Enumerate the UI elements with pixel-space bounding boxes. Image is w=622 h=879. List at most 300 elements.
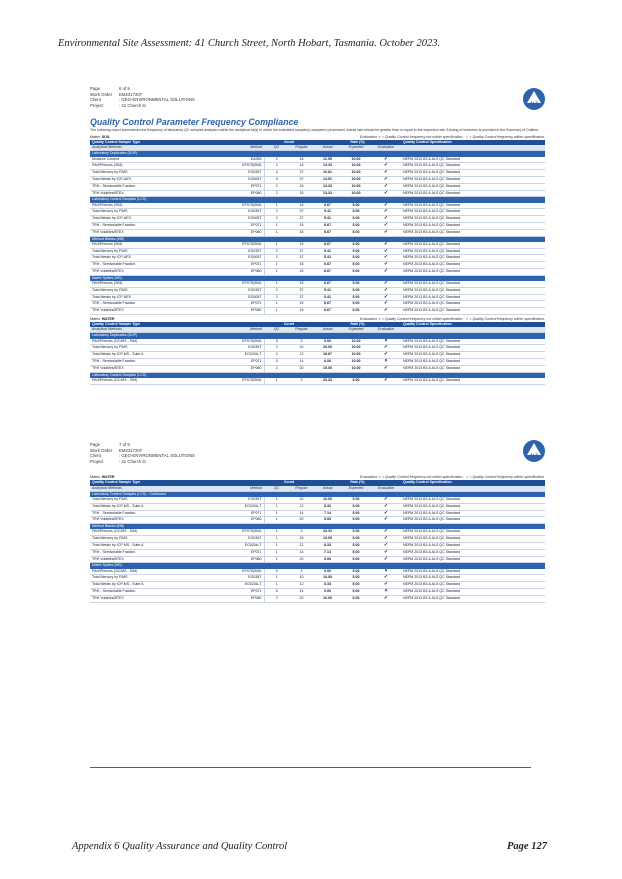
- actual-rate: 5.41: [314, 255, 341, 262]
- method-code: EP071: [218, 262, 264, 269]
- meta-client-value: : GEO-ENVIRONMENTAL SOLUTIONS: [119, 453, 195, 459]
- actual-rate: 33.33: [314, 529, 341, 535]
- expected-rate: 5.00: [341, 262, 371, 269]
- table-row: [90, 190, 545, 197]
- section-title: Method Blanks (MB): [90, 524, 545, 530]
- actual-rate: 6.67: [314, 222, 341, 229]
- evaluation-mark: ✓: [371, 542, 401, 549]
- analytical-method: Total Mercury by FIMS: [90, 497, 218, 503]
- subheader-cell: Evaluation: [371, 145, 401, 151]
- als-logo: [523, 88, 545, 110]
- analytical-method: PAH/Phenols (SIM): [90, 203, 218, 209]
- page-title: Quality Control Parameter Frequency Compliance: [90, 117, 299, 128]
- header-cell: Count: [264, 480, 314, 485]
- method-code: EP071: [218, 549, 264, 556]
- regular-count: 15: [289, 222, 314, 229]
- table-row: [90, 262, 545, 269]
- expected-rate: 10.00: [341, 339, 371, 345]
- table-row: [90, 352, 545, 359]
- method-code: EP075(SIM): [218, 203, 264, 209]
- table-row: [90, 358, 545, 365]
- page-meta: [90, 442, 545, 464]
- table-row: [90, 549, 545, 556]
- evaluation-mark: ✓: [371, 170, 401, 177]
- expected-rate: 5.00: [341, 378, 371, 384]
- regular-count: 12: [289, 582, 314, 589]
- method-code: EG035T: [218, 497, 264, 503]
- regular-count: 15: [289, 183, 314, 190]
- document-footer-page-number: Page 127: [507, 841, 547, 852]
- regular-count: 37: [289, 209, 314, 216]
- method-code: EP080: [218, 556, 264, 563]
- evaluation-mark: ✓: [371, 549, 401, 556]
- matrix-name: WATER: [101, 316, 115, 321]
- table-row: [90, 183, 545, 190]
- expected-rate: 5.00: [341, 242, 371, 248]
- meta-project-label: Project: [90, 102, 104, 108]
- evaluation-mark: ✓: [371, 176, 401, 183]
- expected-rate: 5.00: [341, 503, 371, 510]
- evaluation-mark: ×: [371, 569, 401, 575]
- qc-count: 1: [264, 229, 289, 236]
- qc-specification: NEPM 2013 B3 & ALS QC Standard: [401, 255, 545, 262]
- expected-rate: 5.00: [341, 582, 371, 589]
- regular-count: 20: [289, 365, 314, 372]
- expected-rate: 10.00: [341, 190, 371, 197]
- method-code: EP075(SIM): [218, 378, 264, 384]
- analytical-method: PAH/Phenols (SIM): [90, 242, 218, 248]
- actual-rate: 0.00: [314, 339, 341, 345]
- analytical-method: Total Metals by ICP-MS - Suite A: [90, 582, 218, 589]
- actual-rate: 10.00: [314, 575, 341, 582]
- qc-count: 1: [264, 503, 289, 510]
- table-row: [90, 268, 545, 275]
- qc-specification: NEPM 2013 B3 & ALS QC Standard: [401, 352, 545, 359]
- method-code: EP071: [218, 358, 264, 365]
- expected-rate: 5.00: [341, 588, 371, 595]
- evaluation-legend: Evaluation: × = Quality Control frequency not within specification ; ✓ = Quality Control frequency within specification.: [359, 475, 545, 480]
- evaluation-mark: ×: [371, 588, 401, 595]
- analytical-method: TRH - Semivolatile Fraction: [90, 549, 218, 556]
- qc-specification: NEPM 2013 B3 & ALS QC Standard: [401, 569, 545, 575]
- analytical-method: TRH - Semivolatile Fraction: [90, 301, 218, 308]
- analytical-method: TRH - Semivolatile Fraction: [90, 183, 218, 190]
- table-row: [90, 378, 545, 384]
- table-row: [90, 294, 545, 301]
- header-cell: Quality Control Specification: [401, 322, 545, 327]
- evaluation-mark: ✓: [371, 503, 401, 510]
- meta-work-order-value: EM2317207: [119, 91, 143, 97]
- subheader-cell: Regular: [289, 145, 314, 151]
- qc-count: 1: [264, 575, 289, 582]
- regular-count: 20: [289, 517, 314, 524]
- qc-count: 2: [264, 345, 289, 352]
- actual-rate: 13.33: [314, 183, 341, 190]
- evaluation-mark: ✓: [371, 268, 401, 275]
- actual-rate: 5.41: [314, 216, 341, 223]
- method-code: EP080: [218, 595, 264, 602]
- regular-count: 15: [289, 281, 314, 287]
- qc-frequency-table: [90, 322, 545, 385]
- regular-count: 14: [289, 358, 314, 365]
- subheader-cell: Expected: [341, 327, 371, 333]
- qc-count: 0: [264, 358, 289, 365]
- actual-rate: 16.67: [314, 352, 341, 359]
- method-code: EP075(SIM): [218, 339, 264, 345]
- evaluation-mark: ✓: [371, 163, 401, 170]
- meta-page-label: Page: [90, 442, 101, 447]
- matrix-prefix: Matrix:: [90, 316, 101, 321]
- method-code: EG035T: [218, 287, 264, 294]
- expected-rate: 10.00: [341, 170, 371, 177]
- document-footer-left: Appendix 6 Quality Assurance and Quality Control: [72, 841, 288, 852]
- subheader-cell: QC: [264, 327, 289, 333]
- qc-count: 1: [264, 301, 289, 308]
- actual-rate: 0.00: [314, 569, 341, 575]
- analytical-method: Total Mercury by FIMS: [90, 287, 218, 294]
- qc-specification: NEPM 2013 B3 & ALS QC Standard: [401, 216, 545, 223]
- qc-specification: NEPM 2013 B3 & ALS QC Standard: [401, 262, 545, 269]
- matrix-name: WATER: [101, 475, 115, 480]
- qc-count: 1: [264, 517, 289, 524]
- method-code: EP071: [218, 588, 264, 595]
- subheader-cell: Method: [218, 486, 264, 492]
- subheader-cell: QC: [264, 486, 289, 492]
- meta-project-label: Project: [90, 458, 104, 464]
- expected-rate: 5.00: [341, 549, 371, 556]
- actual-rate: 0.00: [314, 588, 341, 595]
- evaluation-mark: ✓: [371, 378, 401, 384]
- qc-count: 2: [264, 209, 289, 216]
- analytical-method: Total Metals by ICP-AES: [90, 176, 218, 183]
- regular-count: 37: [289, 176, 314, 183]
- subheader-cell: Regular: [289, 327, 314, 333]
- expected-rate: 5.00: [341, 209, 371, 216]
- method-code: EP071: [218, 301, 264, 308]
- actual-rate: 5.41: [314, 248, 341, 255]
- method-code: EG035T: [218, 170, 264, 177]
- method-code: EA055: [218, 157, 264, 163]
- regular-count: 15: [289, 242, 314, 248]
- expected-rate: 5.00: [341, 536, 371, 543]
- actual-rate: 5.00: [314, 556, 341, 563]
- qc-count: 1: [264, 242, 289, 248]
- actual-rate: 5.41: [314, 209, 341, 216]
- qc-count: 0: [264, 569, 289, 575]
- expected-rate: 5.00: [341, 287, 371, 294]
- actual-rate: 6.67: [314, 301, 341, 308]
- section-title: Laboratory Control Samples (LCS): [90, 197, 545, 203]
- regular-count: 37: [289, 216, 314, 223]
- actual-rate: 10.00: [314, 497, 341, 503]
- header-cell: Quality Control Sample Type: [90, 140, 264, 145]
- qc-count: 1: [264, 262, 289, 269]
- analytical-method: Total Mercury by FIMS: [90, 209, 218, 216]
- evaluation-mark: ✓: [371, 556, 401, 563]
- qc-specification: NEPM 2013 B3 & ALS QC Standard: [401, 209, 545, 216]
- regular-count: 15: [289, 268, 314, 275]
- method-code: EP075(SIM): [218, 569, 264, 575]
- method-code: EP080: [218, 190, 264, 197]
- table-row: [90, 503, 545, 510]
- analytical-method: Total Metals by ICP-AES: [90, 216, 218, 223]
- actual-rate: 33.33: [314, 378, 341, 384]
- meta-client-label: Client: [90, 97, 101, 103]
- method-code: EP071: [218, 183, 264, 190]
- actual-rate: 6.67: [314, 203, 341, 209]
- qc-specification: NEPM 2013 B3 & ALS QC Standard: [401, 582, 545, 589]
- subheader-cell: Expected: [341, 145, 371, 151]
- analytical-method: Total Metals by ICP-MS - Suite A: [90, 503, 218, 510]
- table-row: [90, 517, 545, 524]
- method-code: EP071: [218, 222, 264, 229]
- subheader-cell: Analytical Methods: [90, 145, 218, 151]
- qc-specification: NEPM 2013 B3 & ALS QC Standard: [401, 281, 545, 287]
- actual-rate: 13.33: [314, 163, 341, 170]
- expected-rate: 5.00: [341, 575, 371, 582]
- actual-rate: 13.51: [314, 176, 341, 183]
- regular-count: 12: [289, 542, 314, 549]
- evaluation-mark: ✓: [371, 345, 401, 352]
- regular-count: 15: [289, 262, 314, 269]
- qc-specification: NEPM 2013 B3 & ALS QC Standard: [401, 301, 545, 308]
- analytical-method: TRH Volatiles/BTEX: [90, 268, 218, 275]
- regular-count: 37: [289, 170, 314, 177]
- regular-count: 10: [289, 345, 314, 352]
- regular-count: 37: [289, 294, 314, 301]
- table-row: [90, 365, 545, 372]
- expected-rate: 5.00: [341, 301, 371, 308]
- analytical-method: Total Mercury by FIMS: [90, 575, 218, 582]
- matrix-prefix: Matrix:: [90, 475, 101, 480]
- table-row: [90, 163, 545, 170]
- expected-rate: 5.00: [341, 556, 371, 563]
- qc-count: 1: [264, 203, 289, 209]
- expected-rate: 10.00: [341, 345, 371, 352]
- qc-count: 2: [264, 287, 289, 294]
- meta-work-order-value: EM2317207: [119, 447, 143, 453]
- method-code: EG035T: [218, 209, 264, 216]
- table-row: [90, 229, 545, 236]
- page-meta: [90, 86, 545, 108]
- evaluation-mark: ✓: [371, 497, 401, 503]
- method-code: EG020A-T: [218, 503, 264, 510]
- table-row: [90, 595, 545, 602]
- table-row: [90, 575, 545, 582]
- expected-rate: 5.00: [341, 595, 371, 602]
- analytical-method: TRH Volatiles/BTEX: [90, 308, 218, 315]
- qc-count: 1: [264, 549, 289, 556]
- section-title: Laboratory Control Samples (LCS): [90, 372, 545, 378]
- actual-rate: 5.41: [314, 287, 341, 294]
- actual-rate: 5.41: [314, 294, 341, 301]
- qc-count: 1: [264, 378, 289, 384]
- table-row: [90, 588, 545, 595]
- expected-rate: 10.00: [341, 352, 371, 359]
- evaluation-mark: ✓: [371, 255, 401, 262]
- evaluation-mark: ✓: [371, 308, 401, 315]
- evaluation-mark: ✓: [371, 287, 401, 294]
- actual-rate: 6.67: [314, 268, 341, 275]
- qc-specification: NEPM 2013 B3 & ALS QC Standard: [401, 183, 545, 190]
- report-page-7: [90, 442, 545, 603]
- table-row: [90, 255, 545, 262]
- subheader-cell: Regular: [289, 486, 314, 492]
- subheader-cell: Expected: [341, 486, 371, 492]
- qc-count: 1: [264, 542, 289, 549]
- table-row: [90, 176, 545, 183]
- expected-rate: 5.00: [341, 308, 371, 315]
- subheader-cell: Evaluation: [371, 486, 401, 492]
- regular-count: 15: [289, 229, 314, 236]
- table-row: [90, 536, 545, 543]
- qc-count: 2: [264, 183, 289, 190]
- analytical-method: TRH Volatiles/BTEX: [90, 556, 218, 563]
- table-row: [90, 510, 545, 517]
- header-cell: Count: [264, 322, 314, 327]
- qc-specification: NEPM 2013 B3 & ALS QC Standard: [401, 378, 545, 384]
- analytical-method: TRH Volatiles/BTEX: [90, 190, 218, 197]
- qc-count: 1: [264, 308, 289, 315]
- qc-count: 2: [264, 190, 289, 197]
- qc-specification: NEPM 2013 B3 & ALS QC Standard: [401, 339, 545, 345]
- section-title: Laboratory Duplicates (DUP): [90, 333, 545, 339]
- actual-rate: 8.33: [314, 542, 341, 549]
- expected-rate: 5.00: [341, 255, 371, 262]
- qc-count: 1: [264, 510, 289, 517]
- actual-rate: 6.67: [314, 262, 341, 269]
- method-code: EG020A-T: [218, 542, 264, 549]
- regular-count: 37: [289, 255, 314, 262]
- method-code: EG035T: [218, 345, 264, 352]
- evaluation-mark: ✓: [371, 582, 401, 589]
- qc-specification: NEPM 2013 B3 & ALS QC Standard: [401, 536, 545, 543]
- expected-rate: 10.00: [341, 365, 371, 372]
- qc-specification: NEPM 2013 B3 & ALS QC Standard: [401, 365, 545, 372]
- evaluation-legend: Evaluation: × = Quality Control frequency not within specification ; ✓ = Quality Control frequency within specification.: [359, 316, 545, 321]
- method-code: EG020A-T: [218, 352, 264, 359]
- header-cell: Quality Control Specification: [401, 140, 545, 145]
- qc-count: 2: [264, 157, 289, 163]
- meta-work-order-label: Work Order: [90, 91, 113, 97]
- regular-count: 14: [289, 510, 314, 517]
- qc-count: 2: [264, 216, 289, 223]
- qc-specification: NEPM 2013 B3 & ALS QC Standard: [401, 595, 545, 602]
- regular-count: 3: [289, 569, 314, 575]
- evaluation-mark: ✓: [371, 301, 401, 308]
- qc-count: 1: [264, 529, 289, 535]
- analytical-method: TRH - Semivolatile Fraction: [90, 588, 218, 595]
- method-code: EP080: [218, 365, 264, 372]
- method-code: EP075(SIM): [218, 281, 264, 287]
- table-row: [90, 301, 545, 308]
- regular-count: 37: [289, 248, 314, 255]
- method-code: EP075(SIM): [218, 163, 264, 170]
- evaluation-mark: ✓: [371, 190, 401, 197]
- evaluation-mark: ✓: [371, 262, 401, 269]
- document-header: Environmental Site Assessment: 41 Church Street, North Hobart, Tasmania. October 2023.: [58, 38, 441, 49]
- evaluation-mark: ×: [371, 339, 401, 345]
- analytical-method: TRH - Semivolatile Fraction: [90, 358, 218, 365]
- qc-specification: NEPM 2013 B3 & ALS QC Standard: [401, 503, 545, 510]
- actual-rate: 13.33: [314, 190, 341, 197]
- evaluation-mark: ✓: [371, 222, 401, 229]
- qc-count: 1: [264, 556, 289, 563]
- evaluation-mark: ✓: [371, 352, 401, 359]
- matrix-name: SOIL: [101, 134, 111, 139]
- actual-rate: 6.67: [314, 308, 341, 315]
- table-row: [90, 170, 545, 177]
- evaluation-mark: ✓: [371, 365, 401, 372]
- subheader-cell: Actual: [314, 145, 341, 151]
- expected-rate: 5.00: [341, 222, 371, 229]
- actual-rate: 6.67: [314, 229, 341, 236]
- section-title: Laboratory Control Samples (LCS) - Continued: [90, 491, 545, 497]
- evaluation-mark: ✓: [371, 183, 401, 190]
- meta-page-value: 7 of 9: [119, 442, 130, 447]
- section-title: Matrix Spikes (MS): [90, 275, 545, 281]
- analytical-method: TRH Volatiles/BTEX: [90, 595, 218, 602]
- analytical-method: TRH Volatiles/BTEX: [90, 365, 218, 372]
- actual-rate: 10.81: [314, 170, 341, 177]
- evaluation-legend: Evaluation: × = Quality Control frequency not within specification ; ✓ = Quality Control frequency within specification.: [359, 134, 545, 139]
- expected-rate: 10.00: [341, 163, 371, 170]
- regular-count: 3: [289, 339, 314, 345]
- analytical-method: Total Mercury by FIMS: [90, 536, 218, 543]
- actual-rate: 12.50: [314, 157, 341, 163]
- expected-rate: 5.00: [341, 281, 371, 287]
- evaluation-mark: ✓: [371, 242, 401, 248]
- regular-count: 14: [289, 588, 314, 595]
- regular-count: 15: [289, 203, 314, 209]
- method-code: EP075(SIM): [218, 242, 264, 248]
- meta-work-order-label: Work Order: [90, 447, 113, 453]
- actual-rate: 6.67: [314, 281, 341, 287]
- qc-specification: NEPM 2013 B3 & ALS QC Standard: [401, 242, 545, 248]
- method-code: EG005T: [218, 294, 264, 301]
- qc-count: 5: [264, 176, 289, 183]
- actual-rate: 5.00: [314, 517, 341, 524]
- meta-project-value: : 41 Church st: [119, 102, 146, 108]
- qc-count: 2: [264, 255, 289, 262]
- qc-specification: NEPM 2013 B3 & ALS QC Standard: [401, 287, 545, 294]
- qc-specification: NEPM 2013 B3 & ALS QC Standard: [401, 157, 545, 163]
- qc-specification: NEPM 2013 B3 & ALS QC Standard: [401, 308, 545, 315]
- subheader-cell: Method: [218, 327, 264, 333]
- als-logo: [523, 440, 545, 462]
- header-cell: Quality Control Specification: [401, 480, 545, 485]
- method-code: EP080: [218, 268, 264, 275]
- method-code: EP075(SIM): [218, 529, 264, 535]
- method-code: EP080: [218, 229, 264, 236]
- actual-rate: 0.00: [314, 358, 341, 365]
- analytical-method: TRH - Semivolatile Fraction: [90, 222, 218, 229]
- actual-rate: 20.00: [314, 345, 341, 352]
- actual-rate: 10.00: [314, 536, 341, 543]
- expected-rate: 5.00: [341, 203, 371, 209]
- analytical-method: TRH - Semivolatile Fraction: [90, 510, 218, 517]
- method-code: EG035T: [218, 575, 264, 582]
- meta-client-value: : GEO-ENVIRONMENTAL SOLUTIONS: [119, 97, 195, 103]
- method-code: EP071: [218, 510, 264, 517]
- expected-rate: 10.00: [341, 183, 371, 190]
- subheader-cell: Actual: [314, 486, 341, 492]
- method-code: EG035T: [218, 536, 264, 543]
- table-row: [90, 287, 545, 294]
- expected-rate: 5.00: [341, 529, 371, 535]
- evaluation-mark: ✓: [371, 517, 401, 524]
- subheader-cell: Analytical Methods: [90, 327, 218, 333]
